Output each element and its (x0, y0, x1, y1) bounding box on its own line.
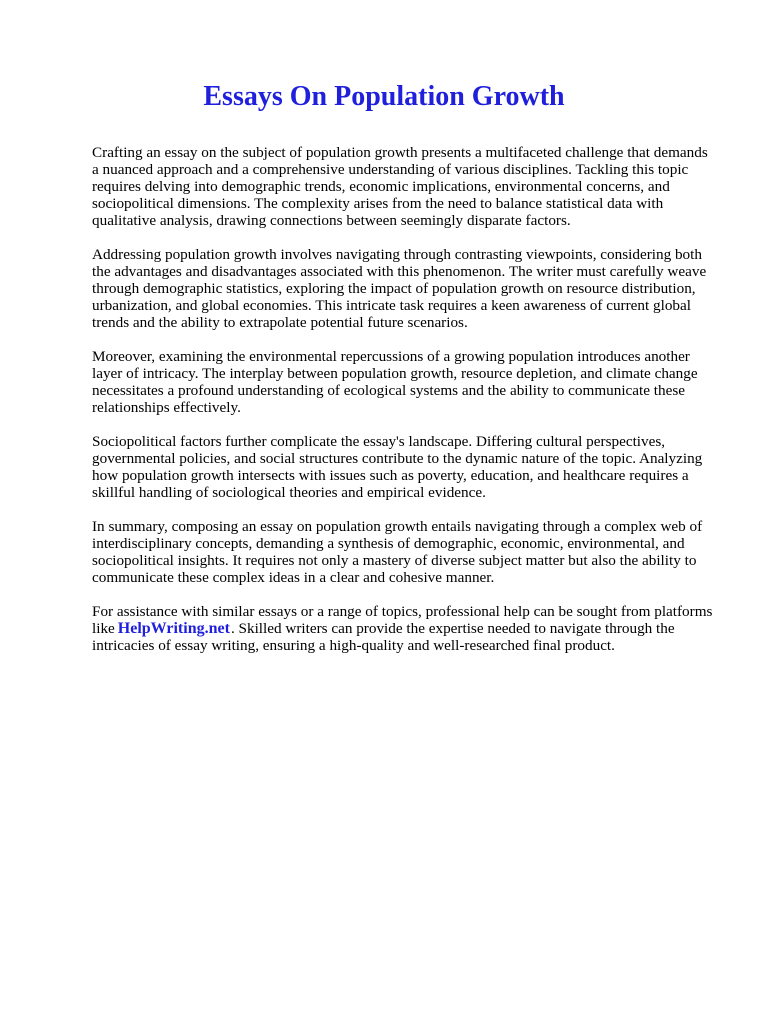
paragraph-environment: Moreover, examining the environmental repercussions of a growing population introduces another layer of intricacy. The interplay between population growth, resource depletion, and climate change necessitates a profound understanding of ecological systems and the ability to communicate these relationships effectively. (92, 348, 698, 416)
paragraph-summary: In summary, composing an essay on population growth entails navigating through a complex web of interdisciplinary concepts, demanding a synthesis of demographic, economic, environmental, and sociopolitical insights. It requires not only a mastery of diverse subject matter but also the ability to communicate these complex ideas in a clear and cohesive manner. (92, 518, 703, 586)
assistance-text-before: For assistance with similar essays or a range of topics, professional help can be sought from platforms like (92, 603, 713, 637)
paragraph-intro: Crafting an essay on the subject of population growth presents a multifaceted challenge that demands a nuanced approach and a comprehensive understanding of various disciplines. Tackling this topic requires delving into demographic trends, economic implications, environmental concerns, and sociopolitical dimensions. The complexity arises from the need to balance statistical data with qualitative analysis, drawing connections between seemingly disparate factors. (92, 144, 708, 229)
paragraph-sociopolitical: Sociopolitical factors further complicate the essay's landscape. Differing cultural perspectives, governmental policies, and social structures contribute to the dynamic nature of the topic. Analyzing how population growth intersects with issues such as poverty, education, and healthcare requires a skillful handling of sociological theories and empirical evidence. (92, 433, 703, 501)
assistance-text-after: . Skilled writers can provide the expertise needed to navigate through the intricacies of essay writing, ensuring a high-quality and well-researched final product. (92, 620, 675, 654)
helpwriting-link[interactable]: HelpWriting.net (117, 620, 230, 637)
paragraph-assistance (92, 603, 716, 654)
page-title: Essays On Population Growth (203, 81, 565, 112)
paragraph-viewpoints: Addressing population growth involves navigating through contrasting viewpoints, considering both the advantages and disadvantages associated with this phenomenon. The writer must carefully weave through demographic statistics, exploring the impact of population growth on resource distribution, urbanization, and global economies. This intricate task requires a keen awareness of current global trends and the ability to extrapolate potential future scenarios. (92, 246, 707, 331)
